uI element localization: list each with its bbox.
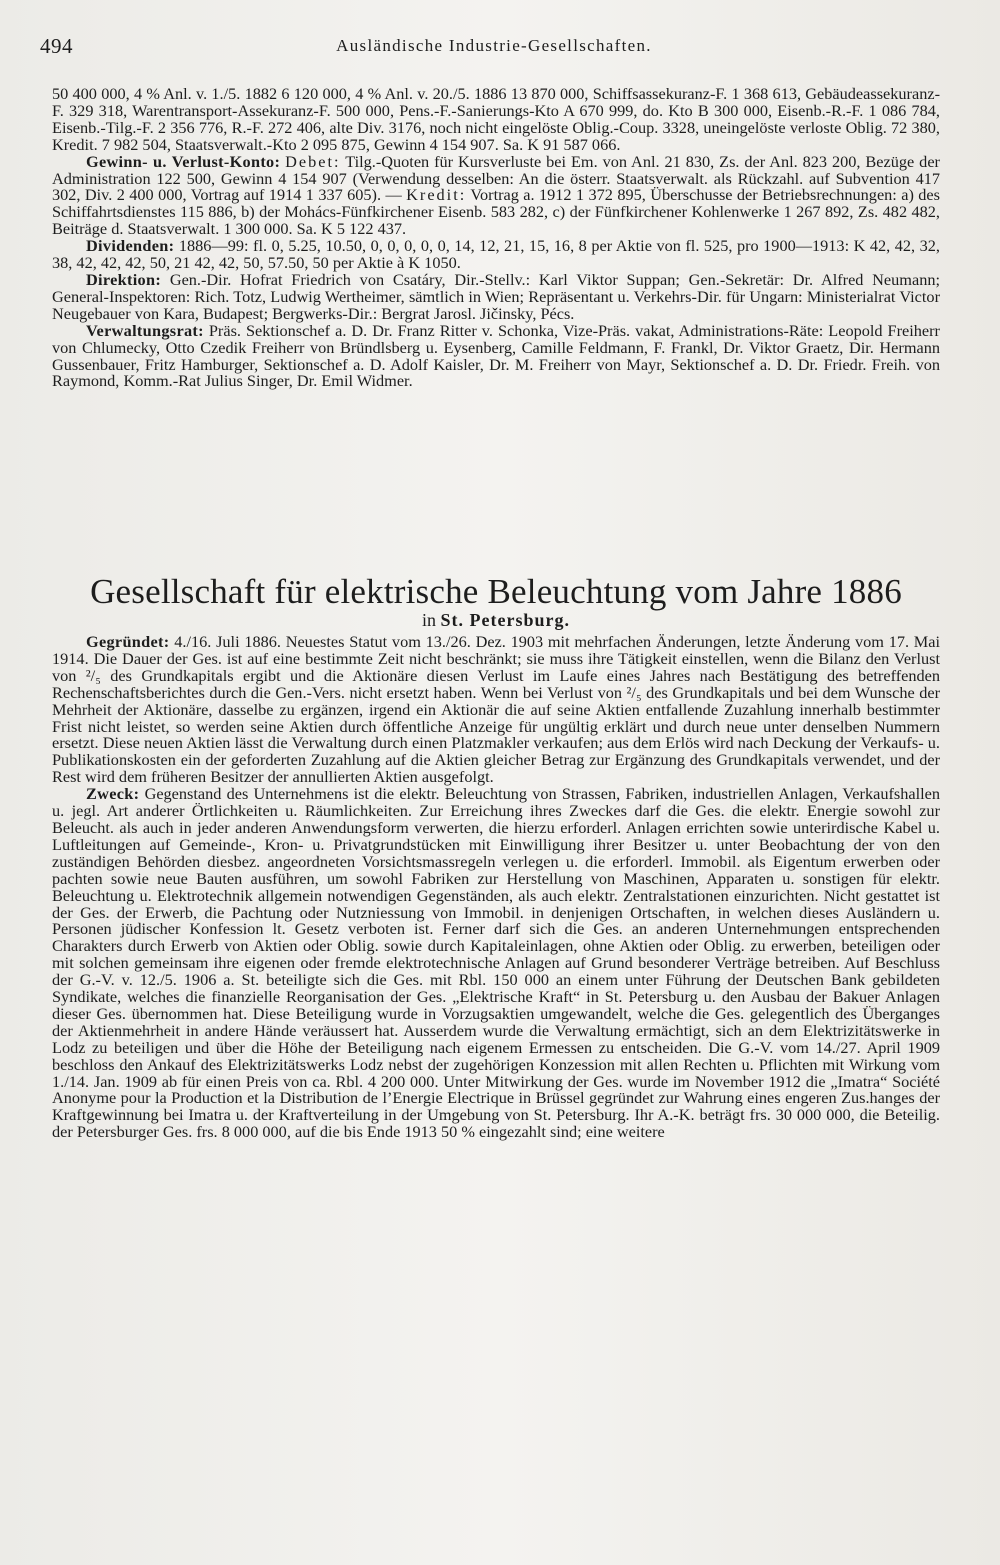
- company-city: St. Petersburg.: [440, 610, 570, 630]
- balance-sheet-liabilities: 50 400 000, 4 % Anl. v. 1./5. 1882 6 120 000, 4 % Anl. v. 20./5. 1886 13 870 000, Schiffsassekuranz-F. 1 368 613, Gebäudeassekuranz-F. 329 318, Warentransport-Assekuranz-F. 500 000, Pens.-F.-Sanierungs-Kto A 670 999, do. Kto B 300 000, Eisenb.-R.-F. 1 086 784, Eisenb.-Tilg.-F. 2 356 776, R.-F. 272 406, alte Div. 3176, noch nicht eingelöste Oblig.-Coup. 3328, uneingelöste verloste Oblig. 72 380, Kredit. 7 982 504, Staatsverwalt.-Kto 2 095 875, Gewinn 4 154 907. Sa. K 91 587 066.: [52, 84, 940, 154]
- debit-text: Tilg.-Quoten für Kursverluste bei Em. von Anl. 21 830, Zs. der Anl. 823 200, Bezüge der Administration 122 500, Gewinn 4 154 907 (Verwendung desselben: An die österr. Staatsverwalt. als Rückzahl. auf Subvention 417 302, Div. 2 400 000, Vortrag auf 1914 1 337 605). —: [52, 151, 940, 205]
- supervisory-board-text: Präs. Sektionschef a. D. Dr. Franz Ritter v. Schonka, Vize-Präs. vakat, Administrations-Räte: Leopold Freiherr von Chlumecky, Otto Czedik Freiherr von Bründlsberg u. Eysenberg, Camille Feldmann, F. Frankl, Dr. Viktor Graetz, Dir. Hermann Gussenbauer, Fritz Hamburger, Sektionschef a. D. Adolf Kaisler, Dr. M. Freiherr von Mayr, Sektionschef a. D. Dr. Friedr. Freih. von Raymond, Komm.-Rat Julius Singer, Dr. Emil Widmer.: [52, 320, 940, 391]
- company-title: Gesellschaft für elektrische Beleuchtung vom Jahre 1886: [90, 572, 902, 611]
- dividends-paragraph: [52, 238, 940, 272]
- dividends-text: 1886—99: fl. 0, 5.25, 10.50, 0, 0, 0, 0, 0, 14, 12, 21, 15, 16, 8 per Aktie von fl. 525, pro 1900—1913: K 42, 42, 32, 38, 42, 42, 42, 50, 21 42, 42, 50, 57.50, 50 per Aktie à K 1050.: [52, 236, 940, 273]
- purpose-heading: Zweck:: [86, 784, 140, 804]
- running-head: Ausländische Industrie-Gesellschaften.: [336, 36, 652, 55]
- credit-text: Vortrag a. 1912 1 372 895, Überschusse der Betriebsrechnungen: a) des Schiffahrtsdienstes 115 886, b) der Mohács-Fünfkirchener Eisenb. 583 282, c) der Fünfkirchener Kohlenwerke 1 267 892, Zs. 482 482, Beiträge d. Staatsverwalt. 1 300 000. Sa. K 5 122 437.: [52, 185, 940, 239]
- page-header: [40, 34, 948, 62]
- founded-paragraph: [52, 634, 940, 786]
- company-body: [52, 634, 940, 1141]
- page-number: 494: [40, 34, 73, 58]
- profit-loss-account: [52, 151, 940, 239]
- dividends-heading: Dividenden:: [86, 236, 175, 256]
- subtitle-prefix: in: [422, 610, 437, 630]
- purpose-text: Gegenstand des Unternehmens ist die elektr. Beleuchtung von Strassen, Fabriken, industriellen Anlagen, Verkaufshallen u. jegl. Art anderer Örtlichkeiten u. Räumlichkeiten. Zur Erreichung ihres Zweckes darf die Ges. die elektr. Energie sowohl zur Beleucht. als auch in jeder anderen Anwendungsform verwerten, die hierzu erforderl. Anlagen errichten sowie unterirdische Kabel u. Luftleitungen auf Gemeinde-, Kron- u. Privatgrundstücken mit Einwilligung ihrer Besitzer u. unter Beobachtung der von den zuständigen Behörden diesbez. angeordneten Vorsichtsmassregeln verlegen u. die erforderl. Immobil. als Eigentum erwerben oder pachten sowie neue Bauten ausführen, um sowohl Fabriken zur Herstellung von Maschinen, Apparaten u. sonstigen für elektr. Beleuchtung u. Elektrotechnik allgemein notwendigen Gegenständen, als auch elektr. Zentralstationen einzurichten. Nicht gestattet ist der Ges. der Erwerb, die Pachtung oder Nutzniessung von Immobil. in denjenigen Ortschaften, in welchen dieses Ausländern u. Personen jüdischer Konfession lt. Gesetz verboten ist. Ferner darf sich die Ges. an anderen Unternehmungen entsprechenden Charakters durch Erwerb von Aktien oder Oblig. sowie durch Kapitaleinlagen, ohne Aktien oder Oblig. zu erwerben, beteiligen oder mit solchen gemeinsam ihre eigenen oder fremde elektrotechnische Anlagen auf Grund besonderer Verträge betreiben. Auf Beschluss der G.-V. v. 12./5. 1906 a. St. beteiligte sich die Ges. mit Rbl. 150 000 an einem unter Führung der Deutschen Bank gebildeten Syndikate, welches die finanzielle Reorganisation der Ges. „Elektrische Kraft“ in St. Petersburg u. den Ausbau der Bakuer Anlagen dieser Ges. übernommen hat. Diese Beteiligung wurde in Vorzugsaktien umgewandelt, welche die Ges. gelegentlich des Überganges der Aktienmehrheit in andere Hände veräussert hat. Ausserdem wurde die Verwaltung ermächtigt, sich an dem Elektrizitätswerke in Lodz zu beteiligen und über die Höhe der Beteiligung nach eigenem Ermessen zu entscheiden. Die G.-V. vom 14./27. April 1909 beschloss den Ankauf des Elektrizitätswerks Lodz nebst der zugehörigen Konzession mit allen Rechten u. Pflichten mit Wirkung vom 1./14. Jan. 1909 ab für einen Preis von ca. Rbl. 4 200 000. Unter Mitwirkung der Ges. wurde im November 1912 die „Imatra“ Société Anonyme pour la Production et la Distribution de l’Energie Electrique in Brüssel gegründet zur Wahrung eines engeren Zus.hanges der Kraftgewinnung bei Imatra u. der Kraftverteilung in der Umgebung von St. Petersburg. Ihr A.-K. beträgt frs. 30 000 000, die Beteilig. der Petersburger Ges. frs. 8 000 000, auf die bis Ende 1913 50 % eingezahlt sind; eine weitere: [52, 784, 940, 1142]
- company-subtitle: [50, 610, 942, 630]
- management-text: Gen.-Dir. Hofrat Friedrich von Csatáry, Dir.-Stellv.: Karl Viktor Suppan; Gen.-Sekretär: Dr. Alfred Neumann; General-Inspektoren: Rich. Totz, Ludwig Wertheimer, sämtlich in Wien; Repräsentant u. Verkehrs-Dir. für Ungarn: Ministerialrat Victor Neugebauer von Kara, Budapest; Bergwerks-Dir.: Bergrat Jarosl. Jičinsky, Pécs.: [52, 269, 940, 323]
- purpose-paragraph: [52, 786, 940, 1141]
- debit-label: Debet:: [285, 151, 341, 171]
- profit-loss-heading: Gewinn- u. Verlust-Konto:: [86, 151, 281, 171]
- management-heading: Direktion:: [86, 269, 162, 289]
- supervisory-board-paragraph: [52, 320, 940, 391]
- founded-heading: Gegründet:: [86, 632, 170, 651]
- management-paragraph: [52, 269, 940, 323]
- founded-text: 4./16. Juli 1886. Neuestes Statut vom 13./26. Dez. 1903 mit mehrfachen Änderungen, letzte Änderung vom 17. Mai 1914. Die Dauer der Ges. ist auf eine bestimmte Zeit nicht beschränkt; sie muss ihre Tätigkeit einstellen, wenn die Bilanz den Verlust von ²/₅ des Grundkapitals ergibt und die Aktionäre diesen Verlust im Laufe eines Jahres nach Bestätigung des betreffenden Rechenschaftsberichtes durch die Gen.-Vers. nicht ersetzt haben. Wenn bei Verlust von ²/₅ des Grundkapitals und bei dem Wunsche der Mehrheit der Aktionäre, dasselbe zu ergänzen, irgend ein Aktionär die auf seine Aktien entfallende Zuzahlung innerhalb bestimmter Frist nicht leistet, so werden seine Aktien durch öffentliche Anzeige für ungültig erklärt und durch neue unter denselben Nummern ersetzt. Diese neuen Aktien lässt die Verwaltung durch einen Platzmakler verkaufen; aus dem Erlös wird nach Deckung der Verkaufs- u. Publikationskosten ein der geforderten Zuzahlung auf die Aktien gleicher Betrag zur Ergänzung des Grundkapitals verwendet, und der Rest wird dem früheren Besitzer der annullierten Aktien ausgefolgt.: [52, 632, 941, 787]
- top-section: [52, 86, 940, 390]
- credit-label: Kredit:: [406, 185, 467, 205]
- supervisory-board-heading: Verwaltungsrat:: [86, 320, 204, 340]
